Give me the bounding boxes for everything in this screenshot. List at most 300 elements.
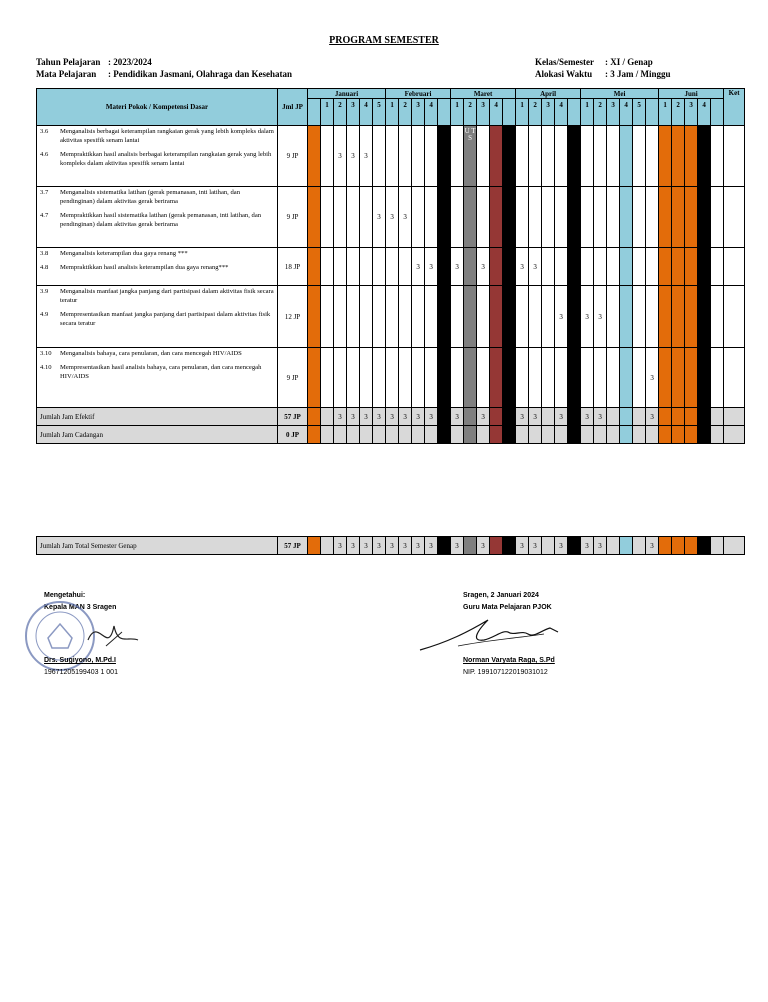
week-cell: 3 [581, 537, 594, 555]
week-cell [490, 126, 503, 187]
week-cell [438, 286, 451, 348]
week-cell [412, 426, 425, 444]
week-cell [464, 426, 477, 444]
week-cell: 3 [594, 408, 607, 426]
week-cell: 3 [373, 187, 386, 248]
week-cell [451, 426, 464, 444]
week-cell [321, 408, 334, 426]
week-cell [347, 248, 360, 286]
week-cell [347, 187, 360, 248]
week-cell [607, 408, 620, 426]
table-row [37, 286, 745, 348]
week-cell [308, 408, 321, 426]
mengetahui-text: Mengetahui: [44, 592, 86, 599]
week-cell [555, 426, 568, 444]
kd-text: Menganalisis berbagai keterampilan rangkaian gerak yang lebih kompleks dalam aktivitas spesifik senam lantai [60, 128, 274, 144]
summary-jp: 0 JP [278, 426, 308, 444]
week-cell [477, 126, 490, 187]
semester-table [36, 88, 745, 444]
week-cell [464, 408, 477, 426]
summary-label: Jumlah Jam Efektif [37, 408, 278, 426]
kd-item [40, 287, 274, 305]
week-cell [555, 187, 568, 248]
summary-row [37, 408, 745, 426]
table-row [37, 126, 745, 187]
week-cell [308, 537, 321, 555]
month-april: April [516, 89, 581, 99]
week-cell [646, 126, 659, 187]
week-cell [594, 426, 607, 444]
week-cell [633, 187, 646, 248]
week-cell [542, 408, 555, 426]
week-cell [685, 248, 698, 286]
week-cell [685, 126, 698, 187]
ket-cell [724, 408, 745, 426]
week-cell [451, 286, 464, 348]
week-number: 2 [399, 99, 412, 126]
week-cell: 3 [646, 348, 659, 408]
materi-cell [37, 248, 278, 286]
week-cell [698, 286, 711, 348]
week-cell [503, 348, 516, 408]
week-cell [711, 537, 724, 555]
week-number: 3 [542, 99, 555, 126]
week-cell [399, 348, 412, 408]
week-cell [412, 126, 425, 187]
week-number [568, 99, 581, 126]
guru-name: Norman Varyata Raga, S.Pd [463, 657, 555, 664]
kelas-value: : XI / Genap [605, 57, 653, 67]
week-number: 1 [659, 99, 672, 126]
week-cell: 3 [451, 408, 464, 426]
week-number [646, 99, 659, 126]
month-maret: Maret [451, 89, 516, 99]
week-cell [568, 408, 581, 426]
mapel-value: : Pendidikan Jasmani, Olahraga dan Kesehatan [108, 69, 293, 79]
week-cell [308, 126, 321, 187]
week-cell [659, 408, 672, 426]
week-cell [529, 348, 542, 408]
week-cell [399, 426, 412, 444]
week-cell [490, 426, 503, 444]
week-cell [334, 187, 347, 248]
week-cell [698, 537, 711, 555]
week-cell [516, 126, 529, 187]
week-cell [321, 187, 334, 248]
week-cell [503, 426, 516, 444]
week-cell [581, 348, 594, 408]
week-cell: 3 [386, 537, 399, 555]
week-cell: 3 [386, 187, 399, 248]
week-cell [542, 348, 555, 408]
week-cell [490, 248, 503, 286]
week-number: 1 [581, 99, 594, 126]
kd-number: 3.7 [40, 189, 49, 196]
week-cell [425, 426, 438, 444]
week-cell [334, 348, 347, 408]
kd-number: 4.9 [40, 311, 49, 318]
week-cell [685, 348, 698, 408]
week-cell [321, 248, 334, 286]
week-cell [529, 426, 542, 444]
kepala-role: Kepala MAN 3 Sragen [44, 604, 117, 611]
week-cell [672, 187, 685, 248]
kd-item [40, 310, 274, 328]
week-cell [308, 348, 321, 408]
week-cell [594, 348, 607, 408]
week-cell: 3 [529, 537, 542, 555]
kd-number: 3.8 [40, 250, 49, 257]
week-cell [451, 348, 464, 408]
week-cell [594, 187, 607, 248]
week-cell [646, 248, 659, 286]
week-cell [438, 126, 451, 187]
week-cell: 3 [477, 408, 490, 426]
week-cell [607, 187, 620, 248]
week-cell [711, 286, 724, 348]
ket-cell [724, 187, 745, 248]
jp-cell: 9 JP [278, 348, 308, 408]
week-cell [373, 126, 386, 187]
week-cell: 3 [360, 537, 373, 555]
week-cell [607, 537, 620, 555]
week-cell [516, 426, 529, 444]
week-cell [490, 348, 503, 408]
month-mei: Mei [581, 89, 659, 99]
week-cell [321, 348, 334, 408]
alokasi-value: : 3 Jam / Minggu [605, 69, 671, 79]
week-cell [685, 187, 698, 248]
week-cell [555, 348, 568, 408]
kd-item [40, 211, 274, 229]
week-cell [594, 126, 607, 187]
week-cell [685, 426, 698, 444]
summary-jp: 57 JP [278, 537, 308, 555]
kd-text: Mempraktikkan hasil sistematika latihan (gerak pemanasan, inti latihan, dan pendinginan) dalam aktivitas gerak berirama [60, 212, 262, 228]
week-cell [334, 286, 347, 348]
week-cell [698, 126, 711, 187]
week-cell [698, 187, 711, 248]
week-cell [698, 408, 711, 426]
jp-cell: 18 JP [278, 248, 308, 286]
week-cell: 3 [451, 248, 464, 286]
week-cell: 3 [646, 537, 659, 555]
week-cell [321, 537, 334, 555]
week-number: 4 [555, 99, 568, 126]
tahun-value: : 2023/2024 [108, 57, 152, 67]
table-row [37, 248, 745, 286]
kd-text: Mempraktikkan hasil analisis keterampilan dua gaya renang*** [60, 264, 229, 271]
week-cell [321, 426, 334, 444]
week-cell [516, 187, 529, 248]
page-title: PROGRAM SEMESTER [329, 35, 439, 46]
week-cell [451, 126, 464, 187]
week-cell [607, 426, 620, 444]
week-number: 1 [451, 99, 464, 126]
week-cell [633, 537, 646, 555]
summary-label: Jumlah Jam Total Semester Genap [37, 537, 278, 555]
week-cell [711, 426, 724, 444]
week-cell [308, 248, 321, 286]
week-cell [373, 248, 386, 286]
week-cell [646, 187, 659, 248]
week-cell [711, 126, 724, 187]
week-cell [568, 187, 581, 248]
week-cell [685, 537, 698, 555]
kd-text: Menganalisis keterampilan dua gaya renang *** [60, 250, 188, 257]
place-date: Sragen, 2 Januari 2024 [463, 592, 539, 599]
week-number: 3 [685, 99, 698, 126]
week-cell [360, 286, 373, 348]
week-cell [659, 187, 672, 248]
week-cell [659, 286, 672, 348]
week-cell [477, 348, 490, 408]
week-cell [672, 408, 685, 426]
week-cell: 3 [594, 537, 607, 555]
week-cell: 3 [399, 187, 412, 248]
ket-cell [724, 126, 745, 187]
week-cell [672, 248, 685, 286]
week-cell [412, 286, 425, 348]
kd-item [40, 349, 274, 358]
week-cell [633, 126, 646, 187]
week-cell [607, 348, 620, 408]
kd-number: 4.10 [40, 364, 52, 371]
week-number: 3 [477, 99, 490, 126]
week-cell [542, 248, 555, 286]
week-cell [347, 426, 360, 444]
week-cell [555, 126, 568, 187]
week-cell: 3 [412, 248, 425, 286]
week-cell [620, 126, 633, 187]
signature-right [463, 590, 552, 614]
week-cell [503, 248, 516, 286]
week-cell [425, 126, 438, 187]
week-cell [360, 248, 373, 286]
week-cell [685, 408, 698, 426]
kd-text: Mempraktikkan hasil analisis berbagai keterampilan rangkaian gerak yang lebih kompleks dalam aktivitas spesifik senam lantai [60, 151, 272, 167]
week-cell: 3 [347, 537, 360, 555]
week-cell [516, 348, 529, 408]
week-cell [672, 348, 685, 408]
kd-number: 4.8 [40, 264, 49, 271]
week-cell [646, 286, 659, 348]
week-cell [503, 126, 516, 187]
week-cell [542, 286, 555, 348]
week-cell [464, 187, 477, 248]
week-number: 5 [373, 99, 386, 126]
kd-text: Menganalisis bahaya, cara penularan, dan cara mencegah HIV/AIDS [60, 350, 242, 357]
week-cell [490, 408, 503, 426]
week-cell [386, 426, 399, 444]
week-cell [659, 126, 672, 187]
week-cell [620, 248, 633, 286]
week-cell [633, 286, 646, 348]
alokasi-label: Alokasi Waktu [535, 69, 593, 79]
week-cell [425, 286, 438, 348]
week-cell [529, 286, 542, 348]
week-cell [347, 286, 360, 348]
week-cell [672, 286, 685, 348]
week-cell [698, 248, 711, 286]
week-cell [464, 248, 477, 286]
week-cell [685, 286, 698, 348]
week-number: 2 [529, 99, 542, 126]
week-cell: 3 [529, 248, 542, 286]
week-cell [438, 187, 451, 248]
week-cell [711, 187, 724, 248]
week-cell [542, 187, 555, 248]
week-cell [529, 126, 542, 187]
tahun-label: Tahun Pelajaran [36, 57, 101, 67]
week-cell: 3 [581, 286, 594, 348]
week-cell: 3 [347, 408, 360, 426]
week-cell [607, 126, 620, 187]
week-cell [503, 187, 516, 248]
kd-item [40, 363, 274, 381]
week-cell: 3 [477, 248, 490, 286]
week-cell [503, 537, 516, 555]
week-cell [490, 187, 503, 248]
week-cell [581, 126, 594, 187]
week-cell [659, 426, 672, 444]
week-cell [334, 248, 347, 286]
week-number: 2 [594, 99, 607, 126]
week-cell [399, 248, 412, 286]
week-cell: 3 [516, 537, 529, 555]
week-cell [438, 248, 451, 286]
kd-item [40, 263, 274, 272]
week-cell: 3 [516, 408, 529, 426]
week-cell [711, 408, 724, 426]
week-number: 4 [425, 99, 438, 126]
week-cell [568, 248, 581, 286]
week-cell [568, 348, 581, 408]
week-cell: 3 [399, 537, 412, 555]
week-cell [321, 126, 334, 187]
week-cell: 3 [373, 537, 386, 555]
week-number: 3 [412, 99, 425, 126]
week-cell [529, 187, 542, 248]
week-cell [659, 248, 672, 286]
week-cell: 3 [334, 408, 347, 426]
jp-cell: 9 JP [278, 187, 308, 248]
week-number: 1 [321, 99, 334, 126]
signature-right-name [463, 655, 555, 679]
week-cell [503, 408, 516, 426]
week-number: 1 [386, 99, 399, 126]
ket-cell [724, 248, 745, 286]
week-cell: 3 [425, 248, 438, 286]
week-cell [373, 426, 386, 444]
week-cell: 3 [334, 537, 347, 555]
week-cell [620, 537, 633, 555]
kepala-nip: 19671205199403 1 001 [44, 669, 118, 676]
week-cell [308, 426, 321, 444]
week-number: 3 [607, 99, 620, 126]
table-row [37, 187, 745, 248]
table-row [37, 348, 745, 408]
summary-row [37, 537, 745, 555]
week-cell [542, 126, 555, 187]
week-cell [581, 187, 594, 248]
month-juni: Juni [659, 89, 724, 99]
kd-number: 3.10 [40, 350, 52, 357]
materi-cell [37, 348, 278, 408]
kd-text: Mempresentasikan hasil analisis bahaya, cara penularan, dan cara mencegah HIV/AIDS [60, 364, 262, 380]
week-cell: 3 [516, 248, 529, 286]
week-cell [334, 426, 347, 444]
week-number: 4 [360, 99, 373, 126]
week-cell [568, 126, 581, 187]
week-cell [633, 348, 646, 408]
week-cell [438, 537, 451, 555]
week-cell [386, 348, 399, 408]
header-materi: Materi Pokok / Kompetensi Dasar [37, 89, 278, 126]
week-cell [607, 248, 620, 286]
week-number: 4 [620, 99, 633, 126]
week-cell [438, 408, 451, 426]
week-number [308, 99, 321, 126]
kepala-name: Drs. Sugiyono, M.Pd.I [44, 657, 116, 664]
week-cell [477, 426, 490, 444]
week-cell [620, 286, 633, 348]
week-cell: 3 [386, 408, 399, 426]
week-number: 2 [464, 99, 477, 126]
signature-left-name [44, 655, 118, 679]
week-number [503, 99, 516, 126]
header-ket: Ket [724, 89, 745, 126]
week-cell [633, 408, 646, 426]
week-number: 1 [516, 99, 529, 126]
kd-text: Menganalisis sistematika latihan (gerak pemanasan, inti latihan, dan pendinginan) dalam aktivitas gerak berirama [60, 189, 240, 205]
kd-text: Mempresentasikan manfaat jangka panjang dari partisipasi dalam aktivitas fisik secara teratur [60, 311, 271, 327]
guru-nip: NIP. 199107122019031012 [463, 669, 548, 676]
month-januari: Januari [308, 89, 386, 99]
week-cell: 3 [594, 286, 607, 348]
week-cell [620, 426, 633, 444]
month-februari: Februari [386, 89, 451, 99]
week-cell [672, 426, 685, 444]
kelas-label: Kelas/Semester [535, 57, 594, 67]
week-cell [581, 248, 594, 286]
guru-role: Guru Mata Pelajaran PJOK [463, 604, 552, 611]
week-cell [412, 187, 425, 248]
week-cell [620, 187, 633, 248]
week-cell [659, 348, 672, 408]
week-cell: 3 [412, 537, 425, 555]
week-cell [698, 426, 711, 444]
week-cell [386, 286, 399, 348]
week-cell [542, 537, 555, 555]
week-cell [360, 187, 373, 248]
week-cell [360, 426, 373, 444]
week-cell [659, 537, 672, 555]
week-cell: 3 [477, 537, 490, 555]
summary-label: Jumlah Jam Cadangan [37, 426, 278, 444]
week-cell [386, 126, 399, 187]
week-cell: 3 [555, 408, 568, 426]
week-cell [425, 348, 438, 408]
week-cell [711, 348, 724, 408]
week-cell [620, 348, 633, 408]
kd-item [40, 150, 274, 168]
week-cell [594, 248, 607, 286]
week-cell: 3 [529, 408, 542, 426]
week-cell: 3 [399, 408, 412, 426]
summary-jp: 57 JP [278, 408, 308, 426]
week-cell [373, 348, 386, 408]
